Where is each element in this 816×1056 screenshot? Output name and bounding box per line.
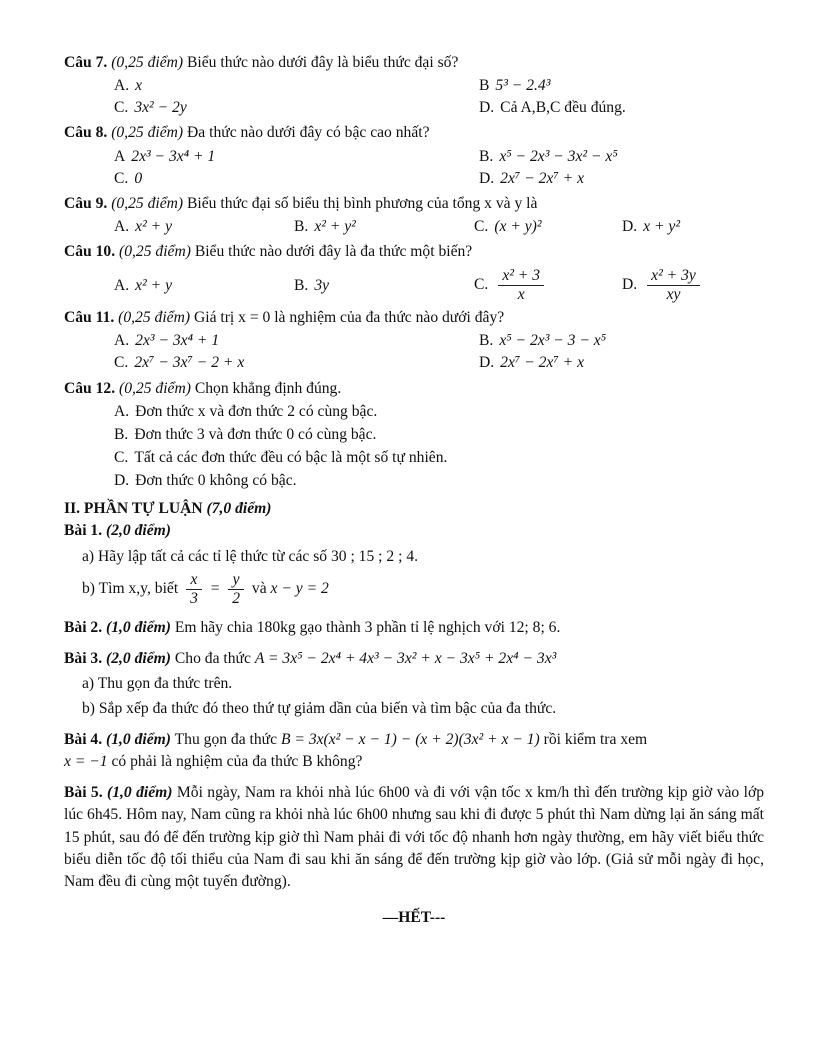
option-value: x⁵ − 2x³ − 3 − x⁵ bbox=[499, 332, 607, 350]
fraction-numerator: x² + 3 bbox=[498, 267, 544, 286]
option-A bbox=[114, 275, 294, 297]
question-12-head bbox=[64, 378, 764, 400]
option-key: D. bbox=[479, 99, 495, 117]
option-value: Đơn thức x và đơn thức 2 có cùng bậc. bbox=[135, 402, 378, 420]
part-text: và bbox=[251, 579, 267, 597]
option-key: A. bbox=[114, 402, 130, 420]
option-C bbox=[64, 447, 764, 469]
option-key: B. bbox=[479, 332, 494, 350]
question-10-options bbox=[64, 267, 764, 304]
bai-text: rồi kiểm tra xem bbox=[543, 731, 648, 749]
option-value: Đơn thức 0 không có bậc. bbox=[135, 472, 297, 490]
bai-points: (2,0 điểm) bbox=[106, 522, 171, 540]
fraction-denominator: 3 bbox=[190, 589, 198, 607]
bai-points: (1,0 điểm) bbox=[106, 731, 171, 749]
option-B bbox=[294, 275, 474, 297]
bai-label: Bài 2. bbox=[64, 618, 103, 636]
equals-sign: = bbox=[209, 579, 221, 597]
end-mark-text: —HẾT--- bbox=[382, 909, 446, 927]
option-row bbox=[114, 97, 764, 119]
question-7-head bbox=[64, 52, 764, 74]
part-equation: x − y = 2 bbox=[270, 579, 329, 597]
question-7 bbox=[64, 52, 764, 119]
option-key: D. bbox=[114, 472, 130, 490]
option-key: A bbox=[114, 147, 126, 165]
fraction bbox=[647, 267, 700, 304]
option-value: Tất cả các đơn thức đều có bậc là một số tự nhiên. bbox=[134, 448, 448, 466]
end-mark bbox=[64, 907, 764, 929]
option-row bbox=[114, 146, 764, 168]
bai-points: (2,0 điểm) bbox=[106, 649, 171, 667]
fraction-denominator: x bbox=[517, 286, 525, 304]
question-prompt: Giá trị x = 0 là nghiệm của đa thức nào dưới đây? bbox=[193, 309, 505, 327]
fraction bbox=[228, 571, 244, 608]
bai-formula: B = 3x(x² − x − 1) − (x + 2)(3x² + x − 1) bbox=[280, 731, 540, 749]
option-value: x² + y bbox=[135, 217, 173, 235]
option-key: C. bbox=[114, 448, 129, 466]
option-key: B. bbox=[294, 217, 309, 235]
option-key: C. bbox=[474, 276, 489, 294]
option-key: D. bbox=[622, 217, 638, 235]
question-9 bbox=[64, 193, 764, 238]
option-value: 2x³ − 3x⁴ + 1 bbox=[135, 332, 220, 350]
question-prompt: Đa thức nào dưới đây có bậc cao nhất? bbox=[187, 124, 430, 142]
option-key: B. bbox=[114, 425, 129, 443]
option-A bbox=[114, 330, 479, 352]
option-C bbox=[474, 216, 622, 238]
option-key: C. bbox=[114, 99, 129, 117]
bai-equation: x = −1 bbox=[64, 753, 108, 771]
option-B bbox=[294, 216, 474, 238]
question-9-options bbox=[64, 216, 764, 238]
option-value: 2x⁷ − 2x⁷ + x bbox=[500, 169, 585, 187]
bai-4-line-1 bbox=[64, 729, 764, 751]
option-C bbox=[114, 352, 479, 374]
bai-3 bbox=[64, 648, 764, 720]
option-A bbox=[114, 216, 294, 238]
option-value: 3y bbox=[314, 276, 330, 294]
section-2-header bbox=[64, 498, 764, 520]
bai-1-part-b bbox=[64, 571, 764, 608]
option-row bbox=[114, 168, 764, 190]
bai-label: Bài 3. bbox=[64, 649, 103, 667]
option-A bbox=[114, 75, 479, 97]
option-key: B bbox=[479, 77, 490, 95]
bai-1-part-a bbox=[64, 546, 764, 568]
bai-3-part-a bbox=[64, 673, 764, 695]
part-text: a) Hãy lập tất cả các tỉ lệ thức từ các số 30 ; 15 ; 2 ; 4. bbox=[82, 547, 419, 565]
bai-4-line-2 bbox=[64, 751, 764, 773]
question-prompt: Biểu thức đại số biểu thị bình phương của tổng x và y là bbox=[187, 194, 538, 212]
bai-text: Thu gọn đa thức bbox=[174, 731, 278, 749]
question-points: (0,25 điểm) bbox=[111, 194, 184, 212]
question-label: Câu 11. bbox=[64, 309, 115, 327]
option-key: C. bbox=[114, 169, 129, 187]
question-8-options bbox=[64, 146, 764, 190]
option-value: 3x² − 2y bbox=[134, 99, 187, 117]
question-9-head bbox=[64, 193, 764, 215]
option-value: x² + y bbox=[135, 276, 173, 294]
option-value: x² + y² bbox=[314, 217, 356, 235]
option-value: 2x⁷ − 3x⁷ − 2 + x bbox=[134, 354, 245, 372]
question-11-options bbox=[64, 330, 764, 374]
option-D bbox=[622, 216, 680, 238]
bai-3-part-b bbox=[64, 698, 764, 720]
fraction bbox=[498, 267, 544, 304]
question-prompt: Chọn khẳng định đúng. bbox=[194, 379, 342, 397]
fraction bbox=[186, 571, 202, 608]
option-value: x⁵ − 2x³ − 3x² − x⁵ bbox=[499, 147, 618, 165]
bai-label: Bài 1. bbox=[64, 522, 103, 540]
question-8-head bbox=[64, 122, 764, 144]
option-value: x bbox=[135, 77, 143, 95]
question-11-head bbox=[64, 307, 764, 329]
option-value: 5³ − 2.4³ bbox=[495, 77, 551, 95]
option-key: A. bbox=[114, 217, 130, 235]
part-text: a) Thu gọn đa thức trên. bbox=[82, 674, 233, 692]
option-value: (x + y)² bbox=[494, 217, 542, 235]
bai-label: Bài 4. bbox=[64, 731, 103, 749]
bai-2 bbox=[64, 617, 764, 639]
option-A bbox=[114, 146, 479, 168]
question-label: Câu 8. bbox=[64, 124, 108, 142]
bai-1 bbox=[64, 520, 764, 607]
option-value: Đơn thức 3 và đơn thức 0 có cùng bậc. bbox=[134, 425, 377, 443]
question-label: Câu 9. bbox=[64, 194, 108, 212]
fraction-numerator: x bbox=[186, 571, 202, 590]
option-A bbox=[64, 401, 764, 423]
bai-points: (1,0 điểm) bbox=[107, 784, 173, 802]
option-row bbox=[114, 75, 764, 97]
option-D bbox=[479, 168, 584, 190]
option-B bbox=[479, 75, 550, 97]
question-11 bbox=[64, 307, 764, 374]
bai-formula: A = 3x⁵ − 2x⁴ + 4x³ − 3x² + x − 3x⁵ + 2x⁴ − 3x³ bbox=[254, 649, 557, 667]
question-10 bbox=[64, 241, 764, 304]
bai-text: Cho đa thức bbox=[174, 649, 251, 667]
bai-text: Mỗi ngày, Nam ra khỏi nhà lúc 6h00 và đi với vận tốc x km/h thì đến trường kịp giờ vào lớp lúc 6h45. Hôm nay, Nam cũng ra khỏi nhà lúc 6h00 nhưng sau khi đi được 5 phút thì Nam dừng lại ăn sáng mất 15 phút, sau đó để đến trường kịp giờ thì Nam phải đi với tốc độ nhanh hơn ngày thường, em hãy viết biểu thức biểu diễn tốc độ tối thiểu của Nam đi sau khi ăn sáng để đến trường kịp giờ vào lớp. (Giả sử mỗi ngày đi học, Nam đều đi cùng một tuyến đường). bbox=[64, 784, 764, 890]
bai-label: Bài 5. bbox=[64, 784, 103, 802]
question-points: (0,25 điểm) bbox=[119, 379, 191, 397]
option-B bbox=[479, 330, 606, 352]
question-points: (0,25 điểm) bbox=[111, 124, 184, 142]
option-value: 2x³ − 3x⁴ + 1 bbox=[131, 147, 216, 165]
option-row bbox=[114, 267, 764, 304]
question-label: Câu 10. bbox=[64, 243, 116, 261]
option-D bbox=[64, 470, 764, 492]
fraction-denominator: xy bbox=[666, 286, 681, 304]
question-points: (0,25 điểm) bbox=[119, 243, 191, 261]
option-C bbox=[474, 267, 622, 304]
option-row bbox=[114, 330, 764, 352]
option-key: B. bbox=[479, 147, 494, 165]
question-label: Câu 7. bbox=[64, 54, 108, 71]
part-text: b) Tìm x,y, biết bbox=[82, 579, 179, 597]
bai-text: có phải là nghiệm của đa thức B không? bbox=[111, 753, 363, 771]
fraction-denominator: 2 bbox=[232, 589, 240, 607]
option-row bbox=[114, 216, 764, 238]
bai-text: Em hãy chia 180kg gạo thành 3 phần tỉ lệ nghịch với 12; 8; 6. bbox=[174, 618, 561, 636]
option-B bbox=[64, 424, 764, 446]
question-8 bbox=[64, 122, 764, 189]
section-title: II. PHẦN TỰ LUẬN bbox=[64, 500, 203, 518]
bai-4 bbox=[64, 729, 764, 773]
question-prompt: Biểu thức nào dưới đây là đa thức một biến? bbox=[194, 243, 473, 261]
option-value: 0 bbox=[134, 169, 143, 187]
option-key: D. bbox=[479, 354, 495, 372]
option-key: A. bbox=[114, 332, 130, 350]
option-D bbox=[622, 267, 704, 304]
option-key: A. bbox=[114, 276, 130, 294]
option-D bbox=[479, 352, 584, 374]
option-D bbox=[479, 97, 626, 119]
bai-3-head bbox=[64, 648, 764, 670]
bai-5 bbox=[64, 782, 764, 893]
bai-1-head bbox=[64, 520, 764, 542]
question-7-options bbox=[64, 75, 764, 119]
option-key: C. bbox=[114, 354, 129, 372]
question-12 bbox=[64, 378, 764, 493]
option-value: x + y² bbox=[643, 217, 681, 235]
option-B bbox=[479, 146, 618, 168]
bai-points: (1,0 điểm) bbox=[106, 618, 171, 636]
option-row bbox=[114, 352, 764, 374]
question-prompt: Biểu thức nào dưới đây là biểu thức đại số? bbox=[187, 54, 459, 71]
part-text: b) Sắp xếp đa thức đó theo thứ tự giảm dần của biến và tìm bậc của đa thức. bbox=[82, 699, 557, 717]
option-C bbox=[114, 97, 479, 119]
section-points: (7,0 điểm) bbox=[206, 500, 272, 518]
question-points: (0,25 điểm) bbox=[118, 309, 191, 327]
question-points: (0,25 điểm) bbox=[111, 54, 184, 71]
option-key: D. bbox=[479, 169, 495, 187]
option-key: A. bbox=[114, 77, 130, 95]
question-10-head bbox=[64, 241, 764, 263]
question-label: Câu 12. bbox=[64, 379, 116, 397]
option-key: C. bbox=[474, 217, 489, 235]
option-value: 2x⁷ − 2x⁷ + x bbox=[500, 354, 585, 372]
option-key: D. bbox=[622, 276, 638, 294]
option-C bbox=[114, 168, 479, 190]
fraction-numerator: y bbox=[228, 571, 244, 590]
option-value: Cả A,B,C đều đúng. bbox=[500, 99, 626, 117]
option-key: B. bbox=[294, 276, 309, 294]
fraction-numerator: x² + 3y bbox=[647, 267, 700, 286]
